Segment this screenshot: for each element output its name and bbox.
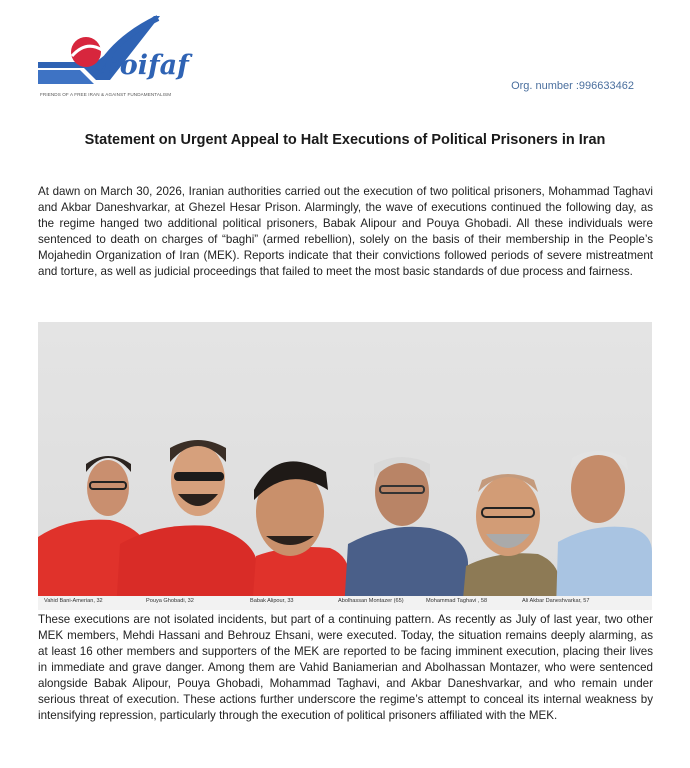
caption-abolhassan: Abolhassan Montazer (65): [338, 598, 404, 604]
portrait-mohammad-taghavi: [462, 474, 560, 610]
caption-vahid: Vahid Bani-Amerian, 32: [44, 598, 103, 604]
photo-caption-strip: [38, 596, 652, 610]
portrait-babak-alipour: [252, 461, 350, 610]
portrait-ali-akbar-daneshvarkar: [556, 451, 652, 610]
prisoners-portraits-image: [38, 322, 652, 610]
logo-tagline: FRIENDS OF A FREE IRAN & AGAINST FUNDAMENTALISM: [40, 92, 172, 97]
caption-ali-akbar: Ali Akbar Daneshvarkar, 57: [522, 598, 590, 604]
organization-logo: [36, 10, 211, 102]
caption-babak: Babak Alipour, 33: [250, 598, 294, 604]
logo-wordmark: Foifaf: [102, 50, 189, 81]
prisoners-photo: [38, 322, 652, 610]
paragraph-continuing-pattern: These executions are not isolated incidents, but part of a continuing pattern. As recently as July of last year, two other MEK members, Mehdi Hassani and Behrouz Ehsani, were executed. Today, the situation remains deeply alarming, as at least 16 other members and supporters of the MEK are reported to be facing imminent execution, placing their lives in immediate and grave danger. Among them are Vahid Baniamerian and Abolhassan Montazer, who were sentenced alongside Babak Alipour, Pouya Ghobadi, Mohammad Taghavi, and Akbar Daneshvarkar, and who remain under serious threat of execution. These actions further underscore the regime’s attempt to conceal its internal weakness by intensifying repression, particularly through the execution of political prisoners affiliated with the MEK.: [38, 613, 653, 722]
document-title: Statement on Urgent Appeal to Halt Executions of Political Prisoners in Iran: [84, 132, 606, 148]
portrait-pouya-ghobadi: [116, 440, 256, 610]
caption-pouya: Pouya Ghobadi, 32: [146, 598, 194, 604]
paragraph-intro: At dawn on March 30, 2026, Iranian authorities carried out the execution of two political prisoners, Mohammad Taghavi and Akbar Daneshvarkar, at Ghezel Hesar Prison. Alarmingly, the wave of executions continued the following day, as the regime hanged two additional political prisoners, Babak Alipour and Pouya Ghobadi. All these individuals were sentenced to death on charges of “baghi” (armed rebellion), solely on the basis of their membership in the People’s Mojahedin Organization of Iran (MEK). Reports indicate that their convictions followed periods of severe mistreatment and torture, as well as judicial proceedings that failed to meet the most basic standards of due process and fairness.: [38, 185, 653, 278]
portrait-abolhassan-montazer: [344, 457, 468, 610]
caption-mohammad: Mohammad Taghavi , 58: [426, 598, 488, 604]
org-number: Org. number :996633462: [511, 80, 634, 92]
